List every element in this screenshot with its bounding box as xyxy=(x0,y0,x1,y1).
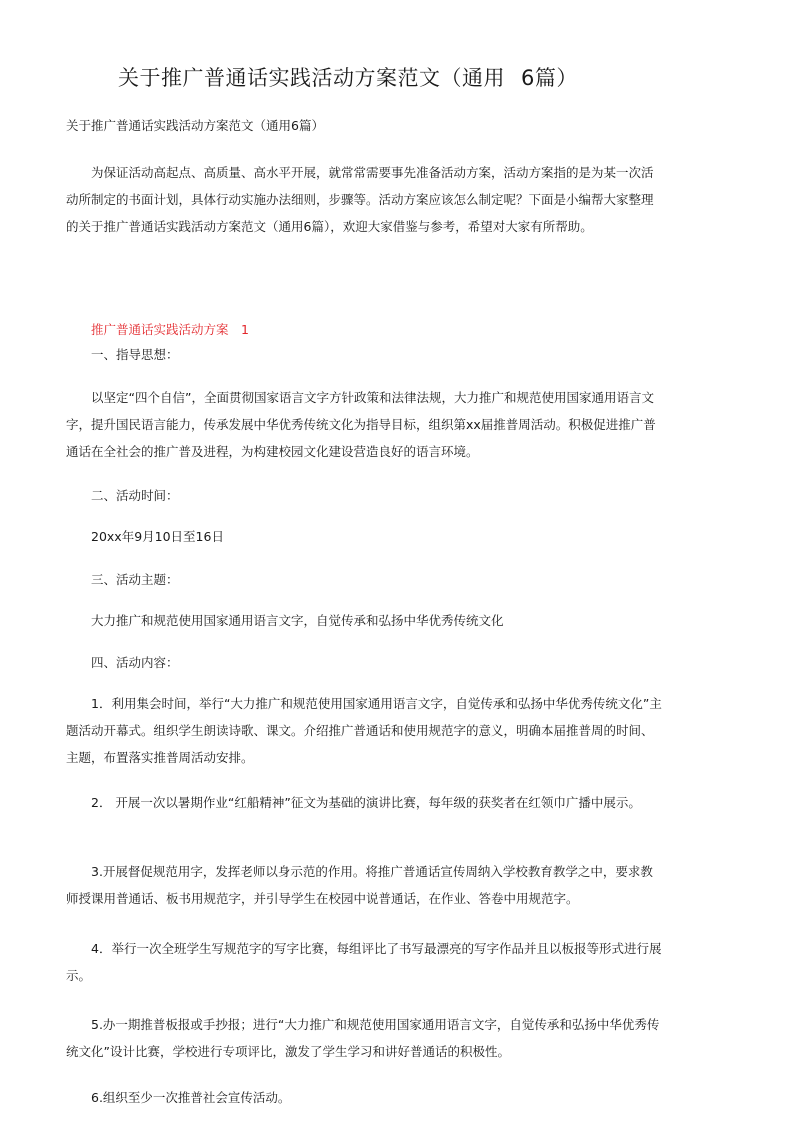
heading-guiding-ideology: 一、指导思想： xyxy=(91,347,179,362)
section-heading: 推广普通话实践活动方案 1 xyxy=(91,322,249,337)
title-main: 关于推广普通话实践活动方案范文（通用 xyxy=(118,66,505,90)
content-item-2: 2． 开展一次以暑期作业“红船精神”征文为基础的演讲比赛，每年级的获奖者在红领巾广播中展示。 xyxy=(91,795,641,810)
content-item-4: 4．举行一次全班学生写规范字的写字比赛，每组评比了书写最漂亮的写字作品并且以板报等形式进行展示。 xyxy=(66,941,662,983)
title-number: 6篇） xyxy=(521,66,578,90)
heading-activity-theme: 三、活动主题： xyxy=(91,572,179,587)
heading-activity-time: 二、活动时间： xyxy=(91,488,179,503)
content-item-6: 6.组织至少一次推普社会宣传活动。 xyxy=(91,1090,291,1105)
content-item-3: 3.开展督促规范用字，发挥老师以身示范的作用。将推广普通话宣传周纳入学校教育教学之中，要求教师授课用普通话、板书用规范字，并引导学生在校园中说普通话，在作业、答卷中用规范字。 xyxy=(66,864,653,906)
intro-paragraph: 为保证活动高起点、高质量、高水平开展，就常常需要事先准备活动方案，活动方案指的是为某一次活动所制定的书面计划，具体行动实施办法细则，步骤等。活动方案应该怎么制定呢？下面是小编帮大家整理的关于推广普通话实践活动方案范文（通用6篇），欢迎大家借鉴与参考，希望对大家有所帮助。 xyxy=(66,165,654,234)
activity-theme-text: 大力推广和规范使用国家通用语言文字，自觉传承和弘扬中华优秀传统文化 xyxy=(91,613,504,628)
content-item-5: 5.办一期推普板报或手抄报；进行“大力推广和规范使用国家通用语言文字，自觉传承和弘扬中华优秀传统文化”设计比赛，学校进行专项评比，激发了学生学习和讲好普通话的积极性。 xyxy=(66,1017,660,1059)
activity-time-text: 20xx年9月10日至16日 xyxy=(91,529,224,544)
document-subtitle: 关于推广普通话实践活动方案范文（通用6篇） xyxy=(66,118,324,133)
content-item-1: 1．利用集会时间，举行“大力推广和规范使用国家通用语言文字，自觉传承和弘扬中华优秀传统文化”主题活动开幕式。组织学生朗读诗歌、课文。介绍推广普通话和使用规范字的意义，明确本届推普周的时间、主题，布置落实推普周活动安排。 xyxy=(66,696,662,765)
guiding-ideology-text: 以坚定“四个自信”，全面贯彻国家语言文字方针政策和法律法规，大力推广和规范使用国家通用语言文字，提升国民语言能力，传承发展中华优秀传统文化为指导目标，组织第xx届推普周活动。积极促进推广普通话在全社会的推广普及进程，为构建校园文化建设营造良好的语言环境。 xyxy=(66,390,656,459)
document-title xyxy=(118,62,578,92)
heading-activity-content: 四、活动内容： xyxy=(91,655,179,670)
